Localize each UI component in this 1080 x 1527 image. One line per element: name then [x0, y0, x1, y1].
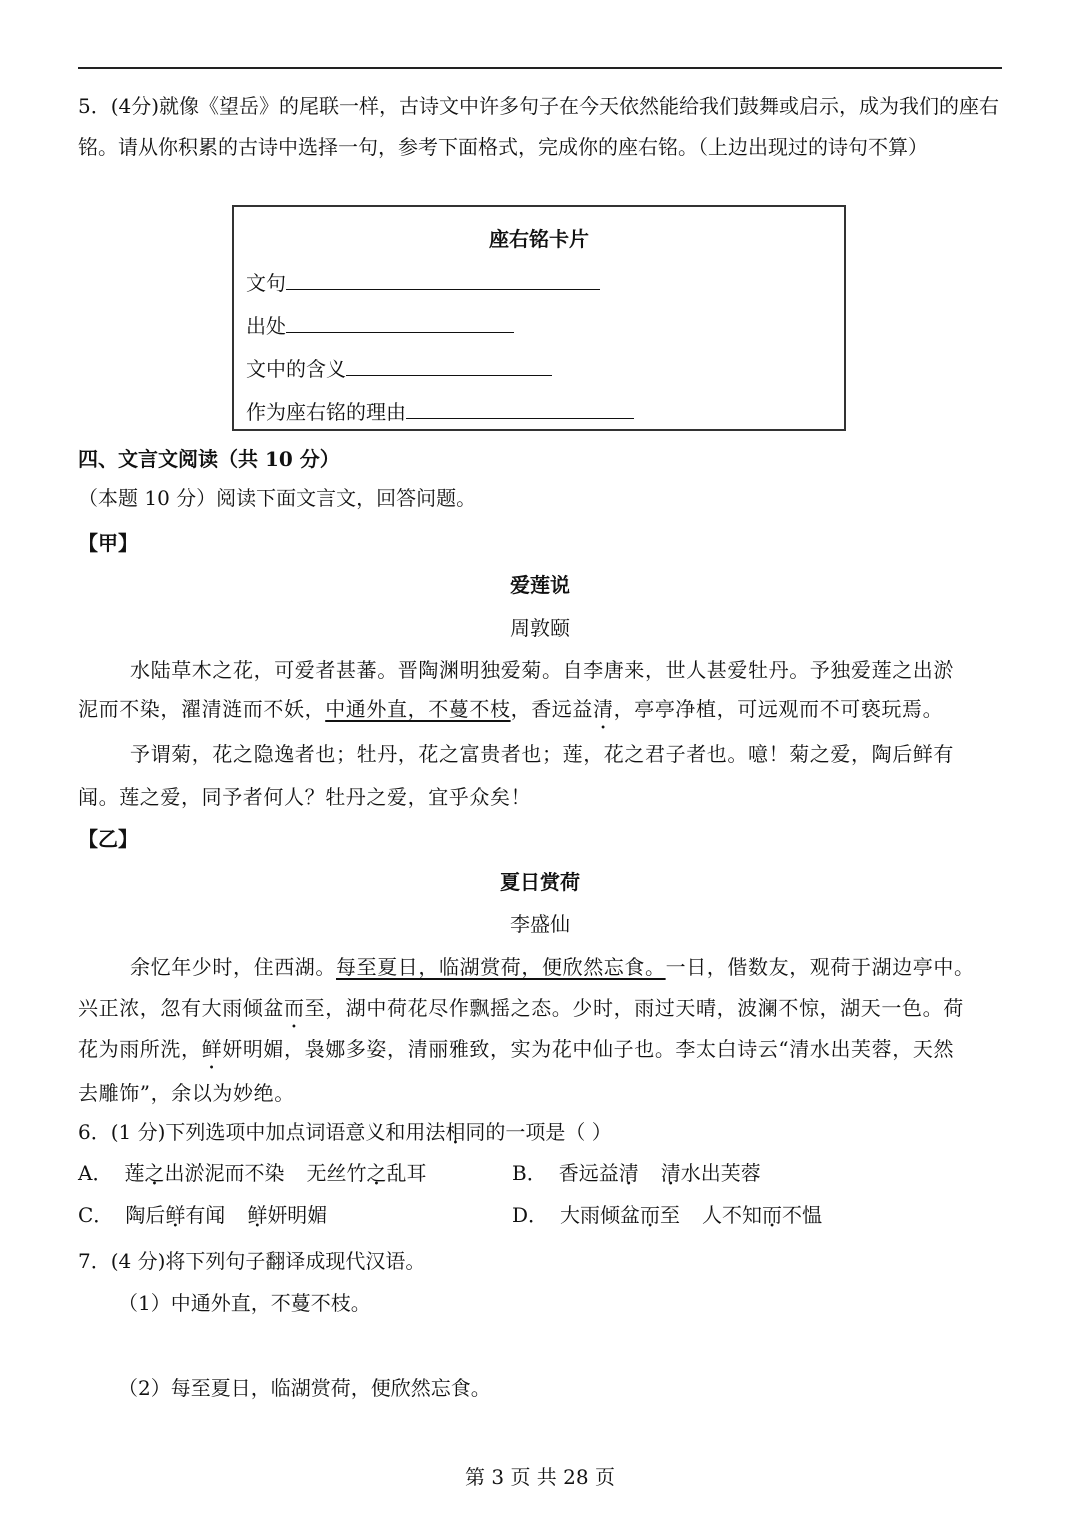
dotted-char: 鲜: [201, 1037, 223, 1061]
dotted-char: 鲜: [165, 1203, 186, 1227]
card-row-source-label: 出处: [246, 314, 286, 338]
card-row-sentence-label: 文句: [246, 271, 286, 295]
option-c-label: C．: [78, 1203, 114, 1227]
passage-jia-label: 【甲】: [78, 531, 138, 555]
jia-underlined-sentence: 中通外直，不蔓不枝: [325, 697, 511, 721]
passage-yi-label: 【乙】: [78, 827, 138, 851]
reason-blank[interactable]: [406, 398, 634, 419]
top-rule: [78, 67, 1002, 69]
yi-p1-line4: 去雕饰”，余以为妙绝。: [78, 1081, 295, 1105]
dotted-char: 之: [144, 1161, 165, 1185]
jia-p1-line1: 水陆草木之花，可爱者甚蕃。晋陶渊明独爱菊。自李唐来，世人甚爱牡丹。予独爱莲之出淤: [130, 658, 954, 682]
section-heading: 四、文言文阅读（共 10 分）: [78, 447, 340, 471]
jia-p1-line2: 泥而不染，濯清涟而不妖，中通外直，不蔓不枝，香远益清，亭亭净植，可远观而不可亵玩焉。: [78, 697, 944, 721]
option-a[interactable]: A． 莲之出淤泥而不染 无丝竹之乱耳: [78, 1161, 427, 1185]
card-row-source: [246, 310, 514, 339]
option-d-label: D．: [512, 1203, 549, 1227]
question-6-stem: 6．(1 分)下列选项中加点词语意义和用法相同的一项是（ ）: [78, 1120, 612, 1144]
dotted-char: 而: [640, 1203, 661, 1227]
sentence-blank[interactable]: [286, 269, 600, 290]
dotted-char: 鲜: [247, 1203, 268, 1227]
page-footer: 第 3 页 共 28 页: [465, 1465, 615, 1489]
dotted-char: 而: [284, 996, 305, 1020]
passage-jia-author: 周敦颐: [510, 616, 570, 640]
option-b[interactable]: B． 香远益清 清水出芙蓉: [512, 1161, 761, 1185]
yi-p1-line2: 兴正浓，忽有大雨倾盆而至，湖中荷花尽作飘摇之态。少时，雨过天晴，波澜不惊，湖天一色。荷: [78, 996, 964, 1020]
passage-yi-author: 李盛仙: [510, 912, 570, 936]
dotted-char: 清: [618, 1161, 639, 1185]
card-row-meaning: [246, 353, 552, 382]
question-7-stem: 7．(4 分)将下列句子翻译成现代汉语。: [78, 1249, 426, 1273]
option-c[interactable]: C． 陶后鲜有闻 鲜妍明媚: [78, 1203, 328, 1227]
card-row-reason: [246, 396, 634, 425]
passage-jia-title: 爱莲说: [510, 573, 570, 597]
card-row-sentence: [246, 267, 600, 296]
dotted-char: 清: [593, 697, 614, 721]
section-intro: （本题 10 分）阅读下面文言文，回答问题。: [78, 486, 477, 510]
meaning-blank[interactable]: [346, 355, 552, 376]
yi-p1-line1: 余忆年少时，住西湖。每至夏日，临湖赏荷，便欣然忘食。一日，偕数友，观荷于湖边亭中。: [130, 955, 975, 979]
yi-p1-line3: 花为雨所洗，鲜妍明媚，袅娜多姿，清丽雅致，实为花中仙子也。李太白诗云“清水出芙蓉，天然: [78, 1037, 955, 1061]
jia-p2-line2: 闻。莲之爱，同予者何人？牡丹之爱，宜乎众矣！: [78, 785, 532, 809]
motto-card-title: 座右铭卡片: [489, 227, 589, 251]
source-blank[interactable]: [286, 312, 514, 333]
dotted-char: 相: [445, 1120, 466, 1144]
card-row-reason-label: 作为座右铭的理由: [246, 400, 406, 424]
jia-p2-line1: 予谓菊，花之隐逸者也；牡丹，花之富贵者也；莲，花之君子者也。噫！菊之爱，陶后鲜有: [130, 742, 954, 766]
option-a-label: A．: [78, 1161, 113, 1185]
question-7-item-1: （1）中通外直，不蔓不枝。: [118, 1291, 371, 1315]
passage-yi-title: 夏日赏荷: [500, 870, 580, 894]
dotted-char: 清: [660, 1161, 681, 1185]
dotted-char: 而: [762, 1203, 783, 1227]
card-row-meaning-label: 文中的含义: [246, 357, 346, 381]
question-7-item-2: （2）每至夏日，临湖赏荷，便欣然忘食。: [118, 1376, 491, 1400]
motto-card: [232, 205, 846, 431]
option-b-label: B．: [512, 1161, 547, 1185]
option-d[interactable]: D． 大雨倾盆而至 人不知而不愠: [512, 1203, 823, 1227]
yi-underlined-sentence: 每至夏日，临湖赏荷，便欣然忘食。: [336, 955, 666, 979]
dotted-char: 之: [366, 1161, 387, 1185]
question-5-text: 5．(4分)就像《望岳》的尾联一样，古诗文中许多句子在今天依然能给我们鼓舞或启示，成为我们的座右铭。请从你积累的古诗中选择一句，参考下面格式，完成你的座右铭。（上边出现过的诗句不算）: [78, 94, 1000, 159]
